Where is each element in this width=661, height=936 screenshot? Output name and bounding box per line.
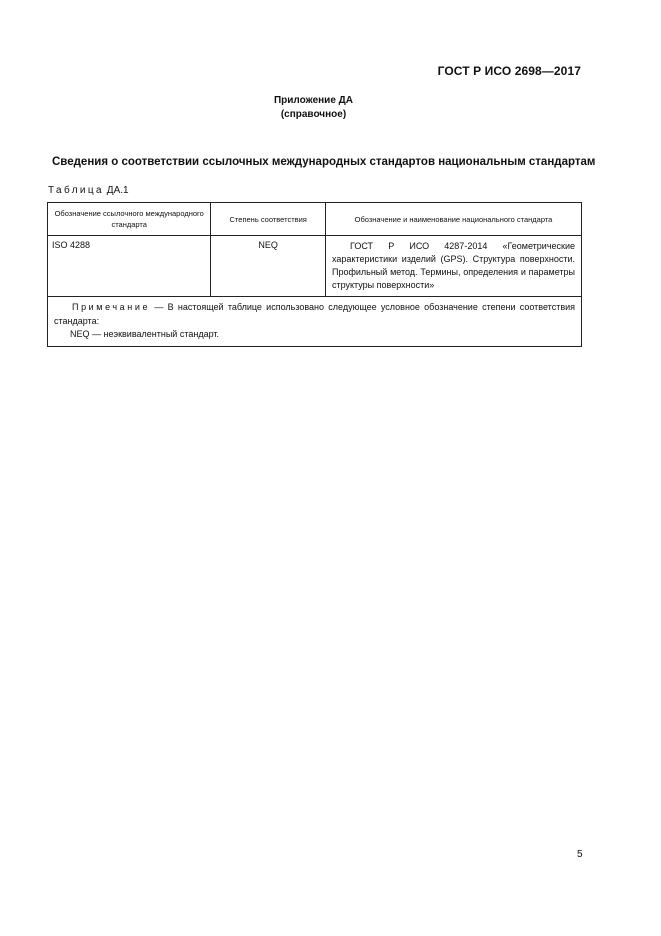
header-intl-standard: Обозначение ссылочного международного стандарта — [48, 203, 211, 236]
note-prefix: Примечание — [72, 302, 151, 312]
section-title: Сведения о соответствии ссылочных международных стандартов национальным стандартам — [52, 156, 596, 168]
page-number: 5 — [577, 849, 583, 860]
table-row — [48, 236, 582, 297]
table-label-id: ДА.1 — [106, 185, 129, 196]
document-code: ГОСТ Р ИСО 2698—2017 — [437, 64, 581, 78]
note-body: — В настоящей таблице использовано следующее условное обозначение степени соответствия стандарта: — [54, 302, 575, 326]
note-definition: NEQ — неэквивалентный стандарт. — [70, 329, 220, 339]
correspondence-table — [47, 202, 582, 347]
appendix-heading — [0, 94, 627, 122]
header-national-standard: Обозначение и наименование национального стандарта — [325, 203, 581, 236]
note-text — [54, 301, 575, 328]
table-label-prefix: Таблица — [48, 185, 105, 196]
appendix-title: Приложение ДА — [273, 95, 354, 106]
table-header-row — [48, 203, 582, 236]
table-note-row — [48, 297, 582, 347]
cell-degree: NEQ — [211, 236, 326, 297]
header-degree: Степень соответствия — [211, 203, 326, 236]
appendix-subtitle: (справочное) — [280, 109, 347, 120]
cell-national-standard: ГОСТ Р ИСО 4287-2014 «Геометрические характеристики изделий (GPS). Структура поверхности. Профильный метод. Термины, определения и параметры структуры поверхности» — [325, 236, 581, 297]
table-note — [48, 297, 582, 347]
cell-intl-standard: ISO 4288 — [48, 236, 211, 297]
table-label — [48, 185, 129, 196]
